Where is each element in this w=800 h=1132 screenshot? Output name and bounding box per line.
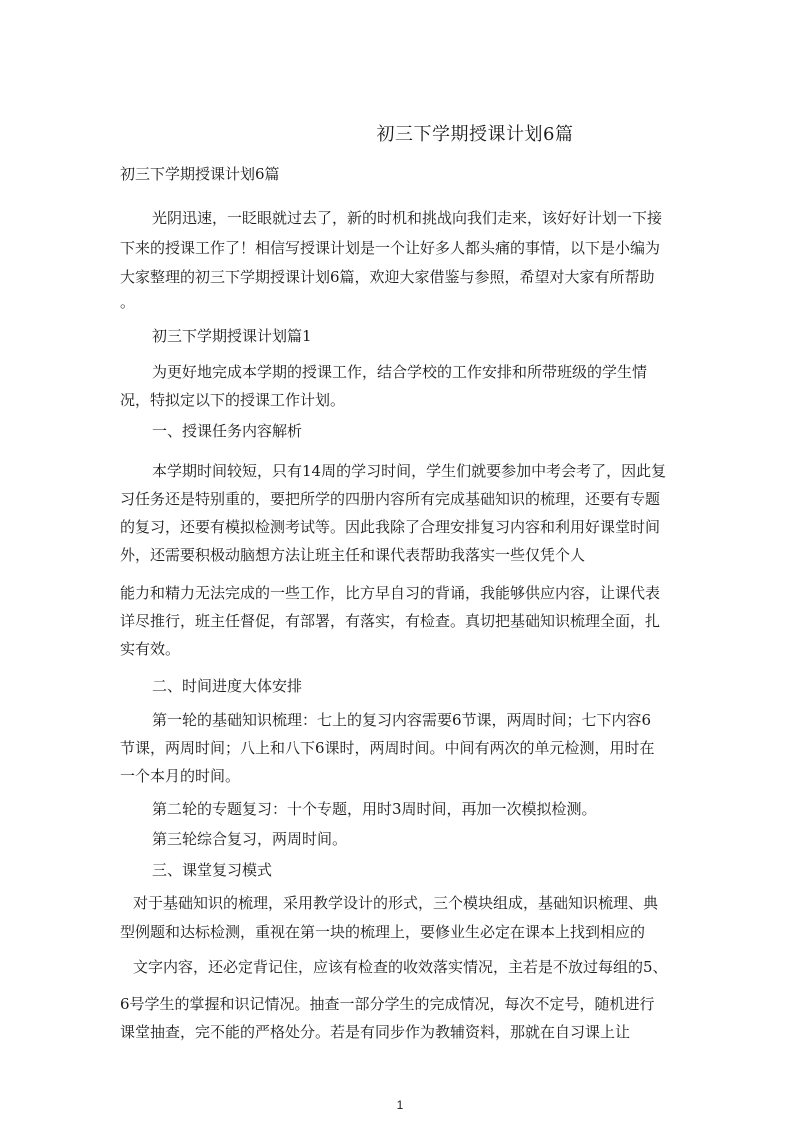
paragraph-line: 对于基础知识的梳理，采用教学设计的形式，三个模块组成，基础知识梳理、典 — [133, 894, 659, 912]
second-round-paragraph: 第二轮的专题复习：十个专题，用时3周时间，再加一次模拟检测。 — [152, 800, 597, 818]
intro-line: 大家整理的初三下学期授课计划6篇，欢迎大家借鉴与参照，希望对大家有所帮助 — [120, 268, 655, 286]
section-title: 初三下学期授课计划篇1 — [152, 327, 312, 345]
paragraph-line: 课堂抽查，完不能的严格处分。若是有同步作为教辅资料，那就在自习课上让 — [120, 1023, 631, 1041]
classroom-mode-continued: 文字内容，还必定背记住，应该有检查的收效落实情况，主若是不放过每组的5、 — [133, 958, 668, 976]
paragraph-line: 第一轮的基础知识梳理：七上的复习内容需要6节课，两周时间；七下内容6 — [152, 711, 652, 729]
paragraph-line: 详尽推行，班主任督促，有部署，有落实，有检查。真切把基础知识梳理全面，扎 — [120, 612, 661, 630]
page-number: 1 — [396, 1098, 404, 1112]
heading-content-analysis: 一、授课任务内容解析 — [152, 422, 303, 440]
paragraph-line: 外，还需要积极动脑想方法让班主任和课代表帮助我落实一些仅凭个人 — [120, 546, 586, 564]
third-round-paragraph: 第三轮综合复习，两周时间。 — [152, 830, 348, 848]
paragraph-line: 型例题和达标检测，重视在第一块的梳理上，要修业生必定在课本上找到相应的 — [120, 923, 646, 941]
paragraph-line: 实有效。 — [120, 640, 181, 658]
purpose-line: 况，特拟定以下的授课工作计划。 — [120, 391, 346, 409]
paragraph-line: 习任务还是特别重的，要把所学的四册内容所有完成基础知识的梳理，还要有专题 — [120, 490, 661, 508]
paragraph-line: 一个本月的时间。 — [120, 767, 241, 785]
intro-line: 。 — [120, 293, 136, 311]
heading-schedule: 二、时间进度大体安排 — [152, 677, 303, 695]
paragraph-line: 本学期时间较短，只有14周的学习时间，学生们就要参加中考会考了，因此复 — [152, 462, 667, 480]
intro-line: 光阴迅速，一眨眼就过去了，新的时机和挑战向我们走来，该好好计划一下接 — [152, 209, 663, 227]
paragraph-line: 节课，两周时间；八上和八下6课时，两周时间。中间有两次的单元检测，用时在 — [120, 739, 655, 757]
document-subtitle: 初三下学期授课计划6篇 — [120, 165, 280, 183]
paragraph-line: 的复习，还要有模拟检测考试等。因此我除了合理安排复习内容和利用好课堂时间 — [120, 518, 661, 536]
purpose-line: 为更好地完成本学期的授课工作，结合学校的工作安排和所带班级的学生情 — [152, 363, 648, 381]
paragraph-line: 6号学生的掌握和识记情况。抽查一部分学生的完成情况，每次不定号，随机进行 — [120, 995, 655, 1013]
document-title: 初三下学期授课计划6篇 — [376, 124, 574, 145]
paragraph-line: 能力和精力无法完成的一些工作，比方早自习的背诵，我能够供应内容，让课代表 — [120, 584, 661, 602]
heading-classroom-mode: 三、课堂复习模式 — [152, 861, 273, 879]
intro-line: 下来的授课工作了！相信写授课计划是一个让好多人都头痛的事情，以下是小编为 — [120, 239, 661, 257]
